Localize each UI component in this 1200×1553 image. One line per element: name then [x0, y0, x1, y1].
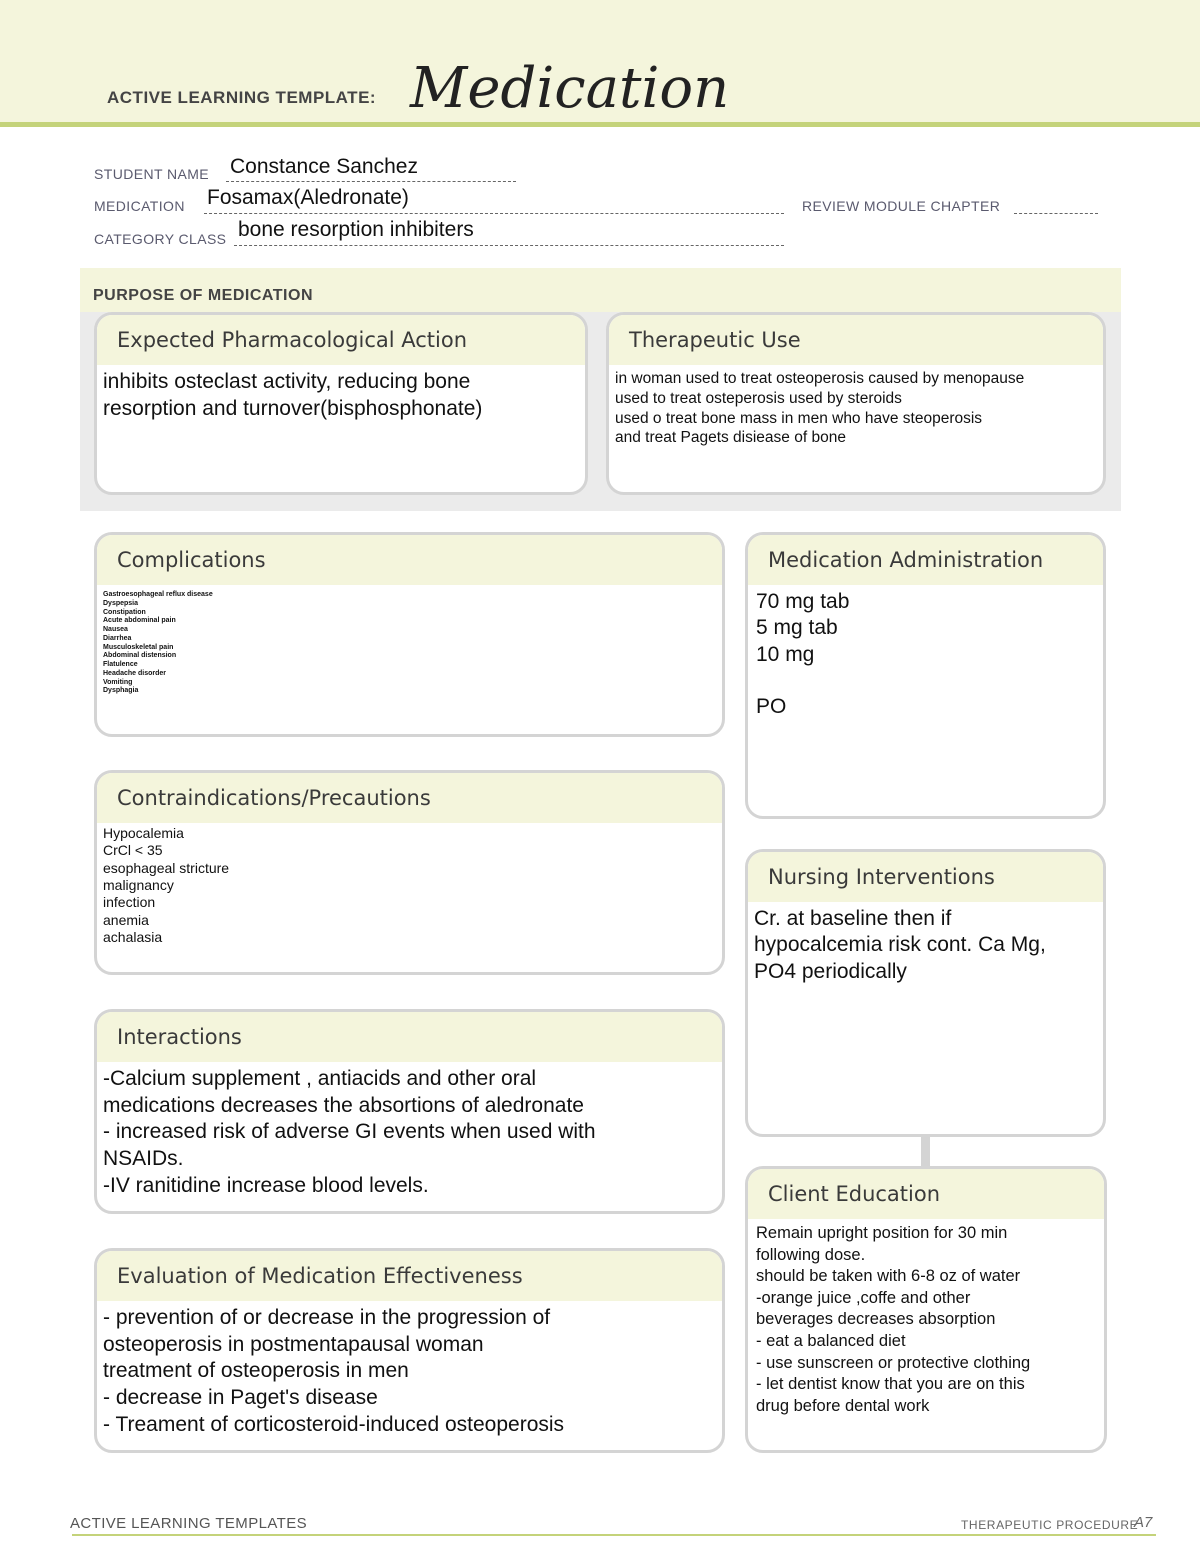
medication-underline: [204, 213, 784, 214]
nursing-interventions-box: [745, 849, 1106, 1137]
student-name-underline: [226, 181, 516, 182]
review-module-label: REVIEW MODULE CHAPTER: [802, 198, 1001, 214]
client-education-text[interactable]: Remain upright position for 30 min following dose. should be taken with 6-8 oz of water -orange juice ,coffe and other beverages decreases absorption - eat a balanced diet - use sunscreen or protective clothing - let dentist know that you are on this drug before dental work: [756, 1224, 1031, 1415]
complications-title: Complications: [117, 548, 266, 572]
complications-box: [94, 532, 725, 737]
nursing-interventions-header: [748, 852, 1103, 902]
complications-header: [97, 535, 722, 585]
footer-rule: [72, 1534, 1156, 1536]
template-prefix: ACTIVE LEARNING TEMPLATE:: [107, 88, 377, 107]
nursing-interventions-text[interactable]: Cr. at baseline then if hypocalcemia risk cont. Ca Mg, PO4 periodically: [754, 907, 1046, 983]
medication-administration-text[interactable]: 70 mg tab 5 mg tab 10 mg PO: [756, 590, 850, 718]
expected-action-header: [97, 315, 585, 365]
purpose-section-label: PURPOSE OF MEDICATION: [93, 287, 313, 304]
evaluation-title: Evaluation of Medication Effectiveness: [117, 1264, 523, 1288]
interactions-text[interactable]: -Calcium supplement , antiacids and other oral medications decreases the absortions of aledronate - increased risk of adverse GI events when used with NSAIDs. -IV ranitidine increase blood levels.: [103, 1067, 596, 1197]
page-number: A7: [1134, 1514, 1153, 1531]
footer-left-label: ACTIVE LEARNING TEMPLATES: [70, 1515, 307, 1532]
category-class-underline: [234, 245, 784, 246]
expected-action-text[interactable]: inhibits osteclast activity, reducing bone resorption and turnover(bisphosphonate): [103, 370, 483, 420]
evaluation-header: [97, 1251, 722, 1301]
client-education-title: Client Education: [768, 1182, 941, 1206]
box-connector: [921, 1136, 930, 1166]
medication-administration-box: [745, 532, 1106, 819]
student-name-field[interactable]: Constance Sanchez: [230, 155, 418, 178]
evaluation-text[interactable]: - prevention of or decrease in the progression of osteoperosis in postmentapausal woman treatment of osteoperosis in men - decrease in Paget's disease - Treament of corticosteroid-induced osteoperosis: [103, 1306, 565, 1436]
medication-administration-header: [748, 535, 1103, 585]
category-class-label: CATEGORY CLASS: [94, 231, 227, 247]
category-class-field[interactable]: bone resorption inhibiters: [238, 218, 474, 241]
therapeutic-use-box: [606, 312, 1106, 495]
therapeutic-use-text[interactable]: in woman used to treat osteoperosis caused by menopause used to treat osteperosis used by steroids used o treat bone mass in men who have steoperosis and treat Pagets disiease of bone: [615, 370, 1025, 447]
complications-text[interactable]: Gastroesophageal reflux disease Dyspepsia Constipation Acute abdominal pain Nausea Diarrhea Musculoskeletal pain Abdominal distension Flatulence Headache disorder Vomiting Dysphagia: [103, 591, 213, 695]
interactions-title: Interactions: [117, 1025, 242, 1049]
evaluation-box: [94, 1248, 725, 1453]
client-education-box: [745, 1166, 1107, 1453]
student-name-label: STUDENT NAME: [94, 166, 209, 182]
contraindications-text[interactable]: Hypocalemia CrCl < 35 esophageal stricture malignancy infection anemia achalasia: [103, 825, 230, 946]
medication-administration-title: Medication Administration: [768, 548, 1044, 572]
medication-label: MEDICATION: [94, 198, 185, 214]
contraindications-header: [97, 773, 722, 823]
therapeutic-use-title: Therapeutic Use: [629, 328, 801, 352]
interactions-box: [94, 1009, 725, 1214]
review-module-underline: [1014, 213, 1098, 214]
therapeutic-use-header: [609, 315, 1103, 365]
contraindications-box: [94, 770, 725, 975]
contraindications-title: Contraindications/Precautions: [117, 786, 431, 810]
nursing-interventions-title: Nursing Interventions: [768, 865, 995, 889]
template-title: Medication: [410, 56, 730, 121]
client-education-header: [748, 1169, 1104, 1219]
interactions-header: [97, 1012, 722, 1062]
expected-action-box: [94, 312, 588, 495]
expected-action-title: Expected Pharmacological Action: [117, 328, 468, 352]
footer-right-label: THERAPEUTIC PROCEDURE: [961, 1518, 1139, 1532]
header-rule: [0, 122, 1200, 127]
medication-field[interactable]: Fosamax(Aledronate): [207, 186, 409, 209]
